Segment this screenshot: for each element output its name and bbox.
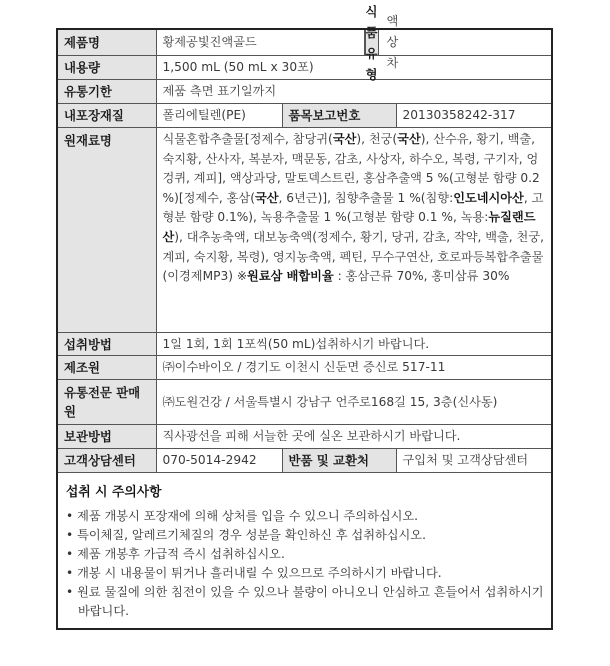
- value-volume: 1,500 mL (50 mL x 30포): [156, 56, 551, 80]
- row-packaging: [58, 104, 551, 128]
- product-info-table: [58, 3, 551, 473]
- value-storage: 직사광선을 피해 서늘한 곳에 실온 보관하시기 바랍니다.: [156, 425, 551, 449]
- label-manufacturer: 제조원: [58, 356, 156, 380]
- row-storage: [58, 425, 551, 449]
- food-type-cell: [364, 3, 399, 82]
- label-ingredients: 원재료명: [58, 128, 156, 333]
- label-customer-center: 고객상담센터: [58, 449, 156, 473]
- row-volume: [58, 56, 551, 80]
- label-packaging: 내포장재질: [58, 104, 156, 128]
- caution-item: • 제품 개봉후 가급적 즉시 섭취하십시오.: [66, 545, 551, 564]
- label-storage: 보관방법: [58, 425, 156, 449]
- value-report-no: 20130358242-317: [396, 104, 551, 128]
- row-expiry: [58, 80, 551, 104]
- value-customer-center: 070-5014-2942: [156, 449, 282, 473]
- value-packaging: 폴리에틸렌(PE): [156, 104, 282, 128]
- caution-title: 섭취 시 주의사항: [66, 485, 162, 500]
- row-seller: [58, 380, 551, 425]
- value-expiry: 제품 측면 표기일까지: [156, 80, 551, 104]
- label-report-no: 품목보고번호: [282, 104, 396, 128]
- value-product-name: 황제공빛진액골드: [156, 30, 364, 56]
- caution-item: • 특이체질, 알레르기체질의 경우 성분을 확인하신 후 섭취하십시오.: [66, 526, 551, 545]
- value-ingredients: 식물혼합추출물[정제수, 참당귀(국산), 천궁(국산), 산수유, 황기, 백출, 숙지황, 산사자, 복분자, 맥문동, 감초, 사상자, 하수오, 복령, 구기자, 엉겅퀴, 계피], 액상과당, 말토덱스트린, 홍삼추출액 5 %(고형분 함량 0.2 %)[정제수, 홍삼(국산, 6년근)], 침향추출물 1 %(침향:인도네시아산, 고형분 함량 0.1%), 녹용추출물 1 %(고형분 함량 0.1 %, 녹용:뉴질랜드산), 대추농축액, 대보농축액(정제수, 황기, 당귀, 감초, 작약, 백출, 천궁, 계피, 숙지황, 복령), 영지농축액, 펙틴, 무수구연산, 호로파등복합추출물(이경제MP3) ※원료삼 배합비율 : 홍삼근류 70%, 홍미삼류 30%: [156, 128, 551, 333]
- caution-list: [66, 507, 551, 621]
- row-manufacturer: [58, 356, 551, 380]
- row-customer-center: [58, 449, 551, 473]
- value-food-type: 액상차: [386, 14, 399, 70]
- value-seller: ㈜도원건강 / 서울특별시 강남구 언주로168길 15, 3층(신사동): [156, 380, 551, 425]
- label-intake: 섭취방법: [58, 333, 156, 356]
- label-expiry: 유통기한: [58, 80, 156, 104]
- caution-item: • 개봉 시 내용물이 튀거나 흘러내릴 수 있으므로 주의하시기 바랍니다.: [66, 564, 551, 583]
- row-product-name: [58, 30, 551, 56]
- caution-section: [58, 473, 551, 621]
- label-seller: 유통전문 판매원: [58, 380, 156, 425]
- row-intake: [58, 333, 551, 356]
- label-returns: 반품 및 교환처: [282, 449, 396, 473]
- label-panel: [56, 3, 553, 630]
- row-ingredients: [58, 128, 551, 333]
- value-returns: 구입처 및 고객상담센터: [396, 449, 551, 473]
- value-intake: 1일 1회, 1회 1포씩(50 mL)섭취하시기 바랍니다.: [156, 333, 551, 356]
- label-food-type: 식품유형: [365, 3, 378, 82]
- label-volume: 내용량: [58, 56, 156, 80]
- value-manufacturer: ㈜이수바이오 / 경기도 이천시 신둔면 증신로 517-11: [156, 356, 551, 380]
- caution-item: • 제품 개봉시 포장재에 의해 상처를 입을 수 있으니 주의하십시오.: [66, 507, 551, 526]
- label-product-name: 제품명: [58, 30, 156, 56]
- caution-item: • 원료 물질에 의한 침전이 있을 수 있으나 불량이 아니오니 안심하고 흔들어서 섭취하시기 바랍니다.: [66, 583, 551, 621]
